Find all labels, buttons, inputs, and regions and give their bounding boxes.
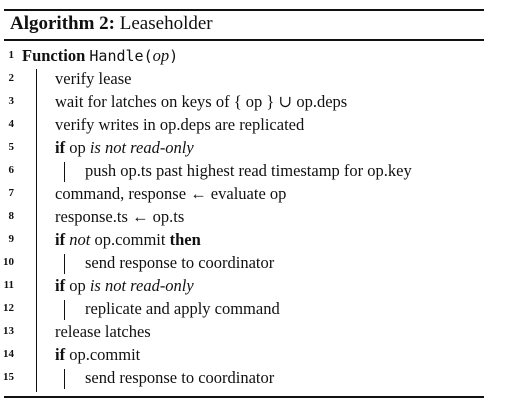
line-token: send response to coordinator xyxy=(85,368,275,387)
line-text xyxy=(55,67,132,90)
line-text xyxy=(55,343,140,366)
line-text xyxy=(55,182,286,205)
line-token: replicate and apply command xyxy=(85,299,280,318)
line-number: 9 xyxy=(8,233,14,245)
line-token: not xyxy=(69,230,91,249)
line-number: 12 xyxy=(3,302,14,314)
line-token: op.commit xyxy=(90,230,170,249)
line-number: 10 xyxy=(3,256,14,268)
line-token: ( xyxy=(143,47,153,65)
line-number: 8 xyxy=(8,210,14,222)
line-text xyxy=(55,90,347,113)
line-token: is not read-only xyxy=(89,276,194,295)
top-rule xyxy=(4,9,484,11)
line-token: ) xyxy=(169,47,179,65)
line-token: response.ts ← op.ts xyxy=(55,207,185,226)
line-text xyxy=(85,159,412,182)
line-text xyxy=(55,274,194,297)
algorithm-title: Leaseholder xyxy=(119,13,213,34)
line-token: push op.ts past highest read timestamp for op.key xyxy=(85,161,412,180)
line-number: 13 xyxy=(3,325,14,337)
line-number: 5 xyxy=(8,141,14,153)
line-token: op xyxy=(65,138,90,157)
algorithm-caption xyxy=(10,12,213,36)
line-token: send response to coordinator xyxy=(85,253,275,272)
line-token: op.commit xyxy=(65,345,141,364)
line-token: command, response ← evaluate op xyxy=(55,184,287,203)
algorithm-label: Algorithm 2: xyxy=(10,13,116,34)
line-number: 1 xyxy=(8,49,14,61)
line-text xyxy=(22,44,178,68)
line-text xyxy=(85,251,274,274)
line-token: if xyxy=(55,230,66,249)
line-text xyxy=(55,228,201,251)
line-text xyxy=(55,205,184,228)
line-token: is not read-only xyxy=(89,138,194,157)
caption-rule xyxy=(4,39,484,41)
if-scope-bar-line-15 xyxy=(64,369,65,389)
line-token: verify lease xyxy=(55,69,132,88)
line-text xyxy=(85,297,280,320)
line-token: release latches xyxy=(55,322,151,341)
line-text xyxy=(55,113,304,136)
line-token: if xyxy=(55,345,66,364)
line-token: op xyxy=(65,276,90,295)
if-scope-bar-line-6 xyxy=(64,162,65,182)
line-token: wait for latches on keys of { op } ∪ op.deps xyxy=(55,92,348,111)
line-number: 11 xyxy=(3,279,14,291)
if-scope-bar-line-12 xyxy=(64,300,65,320)
function-scope-bar xyxy=(36,69,37,392)
line-text xyxy=(55,136,194,159)
line-number: 3 xyxy=(8,95,14,107)
line-token: Handle xyxy=(89,47,144,65)
line-number: 2 xyxy=(8,72,14,84)
line-token: if xyxy=(55,276,66,295)
line-text xyxy=(85,366,274,389)
line-number: 14 xyxy=(3,348,14,360)
line-token: if xyxy=(55,138,66,157)
line-number: 4 xyxy=(8,118,14,130)
line-text xyxy=(55,320,151,343)
line-token: then xyxy=(169,230,201,249)
if-scope-bar-line-10 xyxy=(64,254,65,274)
line-number: 6 xyxy=(8,164,14,176)
bottom-rule xyxy=(4,396,484,398)
line-token: Function xyxy=(22,46,90,65)
line-number: 15 xyxy=(3,371,14,383)
line-token: verify writes in op.deps are replicated xyxy=(55,115,305,134)
line-number: 7 xyxy=(8,187,14,199)
line-token: op xyxy=(152,46,170,65)
